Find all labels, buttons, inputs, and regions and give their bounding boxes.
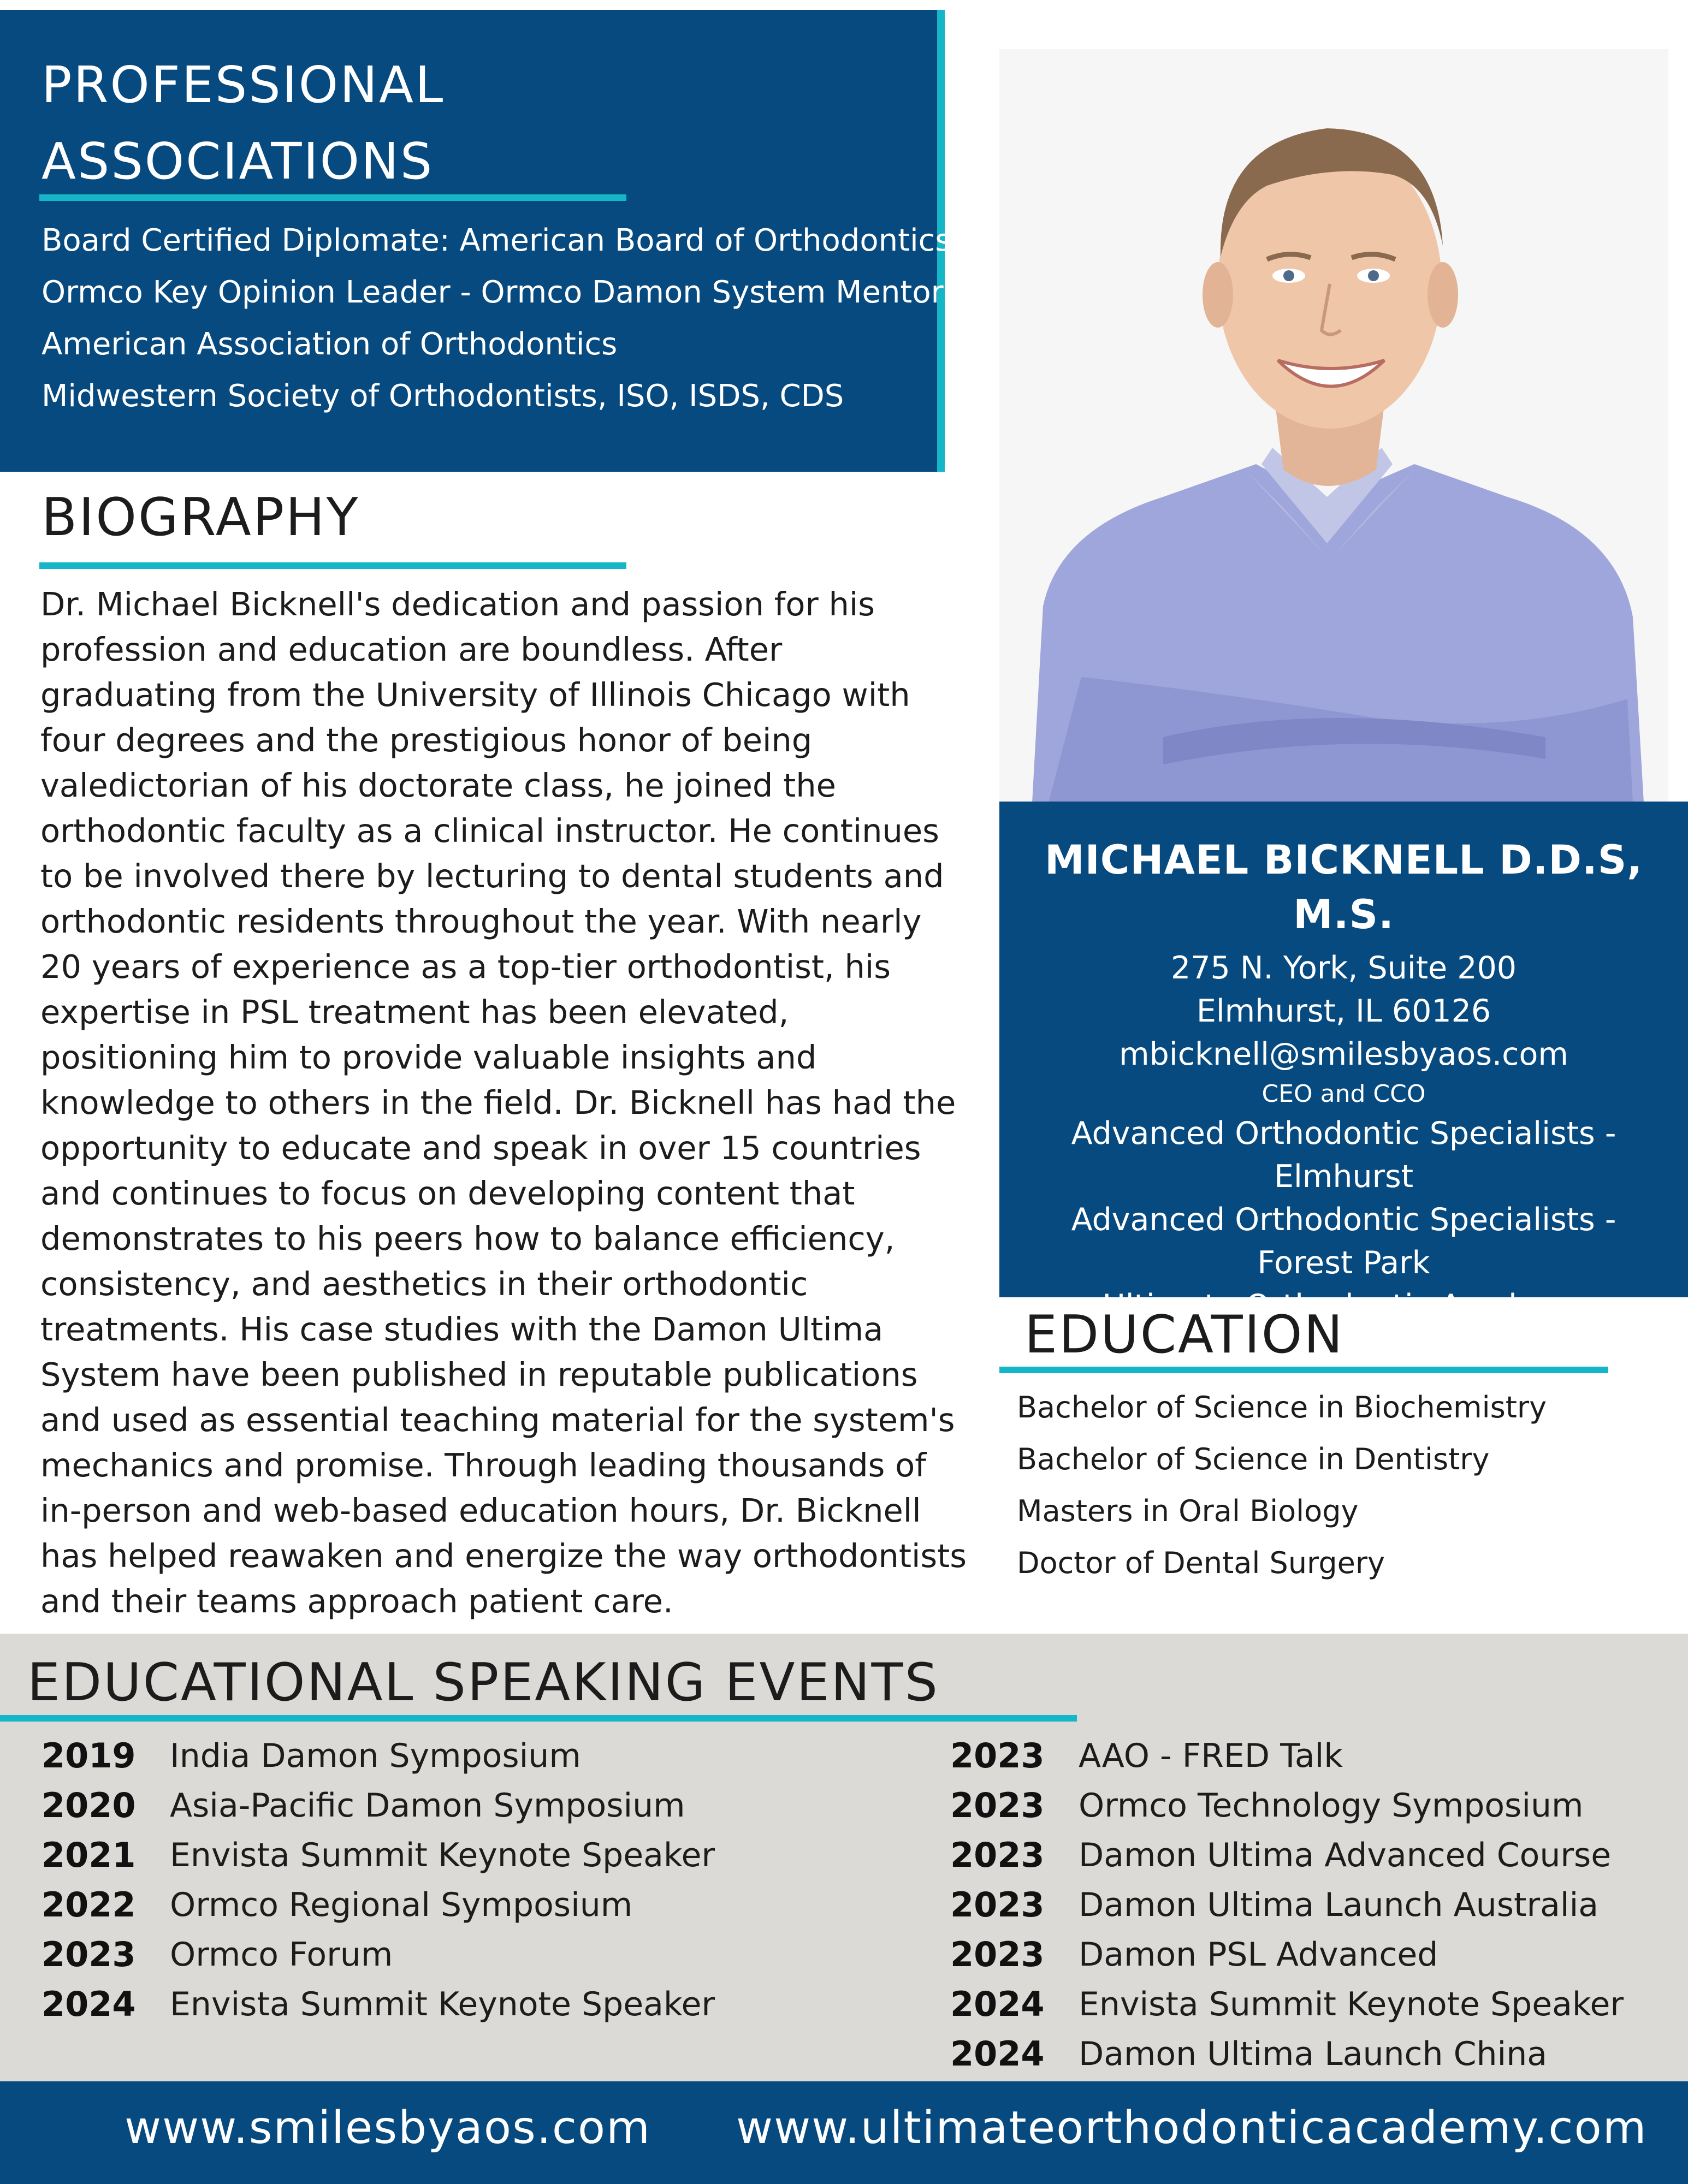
event-row bbox=[42, 1830, 715, 1880]
address-line-2: Elmhurst, IL 60126 bbox=[1196, 993, 1491, 1029]
address-line-1: 275 N. York, Suite 200 bbox=[1170, 950, 1517, 986]
organization-1-line-1: Advanced Orthodontic Specialists - bbox=[1071, 1115, 1616, 1152]
biography-title-rule bbox=[39, 562, 626, 569]
event-row bbox=[950, 2029, 1624, 2079]
associations-title bbox=[42, 47, 445, 200]
event-name: Asia-Pacific Damon Symposium bbox=[170, 1786, 685, 1825]
event-row bbox=[42, 1979, 715, 2029]
event-year: 2024 bbox=[950, 2034, 1045, 2074]
event-year: 2019 bbox=[42, 1736, 136, 1776]
event-name: Damon Ultima Launch China bbox=[1079, 2034, 1548, 2073]
event-year: 2023 bbox=[950, 1835, 1045, 1875]
event-name: Damon PSL Advanced bbox=[1079, 1935, 1438, 1974]
event-row bbox=[42, 1880, 715, 1930]
event-name: India Damon Symposium bbox=[170, 1736, 581, 1775]
event-year: 2023 bbox=[950, 1934, 1045, 1974]
event-name: Ormco Technology Symposium bbox=[1079, 1786, 1584, 1825]
education-item: Doctor of Dental Surgery bbox=[1017, 1546, 1385, 1580]
event-year: 2024 bbox=[42, 1984, 136, 2024]
associations-list bbox=[42, 215, 951, 422]
event-row bbox=[950, 1781, 1624, 1830]
biography-text: Dr. Michael Bicknell's dedication and passion for his profession and education are boundless. After graduating from the University of Illinois Chicago with four degrees and the prestigious honor of being valedictorian of his doctorate class, he joined the orthodontic faculty as a clinical instructor. He continues to be involved there by lecturing to dental students and orthodontic residents throughout the year. With nearly 20 years of experience as a top-tier orthodontist, his expertise in PSL treatment has been elevated, positioning him to provide valuable insights and knowledge to others in the field. Dr. Bicknell has had the opportunity to educate and speak in over 15 countries and continues to focus on developing content that demonstrates to his peers how to balance efficiency, consistency, and aesthetics in their orthodontic treatments. His case studies with the Damon Ultima System have been published in reputable publications and used as essential teaching material for the system's mechanics and promise. Through leading thousands of in-person and web-based education hours, Dr. Bicknell has helped reawaken and energize the way orthodontists and their teams approach patient care. bbox=[40, 585, 967, 1620]
education-item: Masters in Oral Biology bbox=[1017, 1494, 1359, 1528]
footer-link-smilesbyaos[interactable]: www.smilesbyaos.com bbox=[125, 2102, 651, 2154]
role-title: CEO and CCO bbox=[1261, 1080, 1426, 1108]
event-name: Ormco Regional Symposium bbox=[170, 1885, 633, 1924]
event-name: AAO - FRED Talk bbox=[1079, 1736, 1343, 1775]
associations-title-line1: PROFESSIONAL bbox=[42, 56, 445, 114]
event-year: 2024 bbox=[950, 1984, 1045, 2024]
event-name: Envista Summit Keynote Speaker bbox=[170, 1985, 715, 2023]
organization-2-line-2: Forest Park bbox=[1257, 1245, 1430, 1281]
event-name: Envista Summit Keynote Speaker bbox=[1079, 1985, 1624, 2023]
organization-1-line-2: Elmhurst bbox=[1274, 1159, 1414, 1195]
doctor-name: MICHAEL BICKNELL D.D.S, M.S. bbox=[1044, 837, 1643, 938]
biography-title: BIOGRAPHY bbox=[42, 488, 360, 548]
association-item: Board Certified Diplomate: American Board of Orthodontics bbox=[42, 223, 951, 258]
portrait-photo bbox=[999, 49, 1668, 803]
event-row bbox=[950, 1930, 1624, 1979]
professional-associations-panel bbox=[0, 10, 951, 472]
event-row bbox=[950, 1979, 1624, 2029]
education-title-rule bbox=[999, 1367, 1608, 1373]
event-name: Ormco Forum bbox=[170, 1935, 393, 1974]
speaking-events-title: EDUCATIONAL SPEAKING EVENTS bbox=[27, 1653, 939, 1713]
association-item: American Association of Orthodontics bbox=[42, 327, 618, 362]
event-row bbox=[950, 1731, 1624, 1781]
event-year: 2023 bbox=[42, 1934, 136, 1974]
event-name: Damon Ultima Advanced Course bbox=[1079, 1836, 1612, 1874]
event-row bbox=[950, 1880, 1624, 1930]
contact-card bbox=[999, 802, 1688, 1324]
event-year: 2021 bbox=[42, 1835, 136, 1875]
education-list bbox=[1017, 1381, 1547, 1589]
event-year: 2023 bbox=[950, 1785, 1045, 1825]
education-item: Bachelor of Science in Biochemistry bbox=[1017, 1390, 1547, 1425]
speaking-events-title-rule bbox=[0, 1715, 1077, 1722]
event-year: 2023 bbox=[950, 1885, 1045, 1925]
association-item: Midwestern Society of Orthodontists, ISO, ISDS, CDS bbox=[42, 378, 844, 414]
associations-title-rule bbox=[39, 194, 626, 201]
event-name: Damon Ultima Launch Australia bbox=[1079, 1885, 1599, 1924]
association-item: Ormco Key Opinion Leader - Ormco Damon System Mentor bbox=[42, 275, 944, 310]
education-title: EDUCATION bbox=[1024, 1305, 1345, 1365]
organization-3: Ultimate Orthodontic Academy bbox=[1103, 1288, 1585, 1324]
event-row bbox=[42, 1731, 715, 1781]
event-year: 2022 bbox=[42, 1885, 136, 1925]
event-year: 2023 bbox=[950, 1736, 1045, 1776]
event-row bbox=[950, 1830, 1624, 1880]
organization-2-line-1: Advanced Orthodontic Specialists - bbox=[1071, 1202, 1616, 1238]
footer-link-ultimate-academy[interactable]: www.ultimateorthodonticacademy.com bbox=[736, 2102, 1648, 2154]
event-row bbox=[42, 1930, 715, 1979]
events-list-right bbox=[950, 1731, 1624, 2079]
associations-title-line2: ASSOCIATIONS bbox=[42, 132, 434, 191]
email-link[interactable]: mbicknell@smilesbyaos.com bbox=[1119, 1036, 1568, 1072]
education-item: Bachelor of Science in Dentistry bbox=[1017, 1442, 1490, 1476]
events-list-left bbox=[42, 1731, 715, 2029]
event-name: Envista Summit Keynote Speaker bbox=[170, 1836, 715, 1874]
event-year: 2020 bbox=[42, 1785, 136, 1825]
event-row bbox=[42, 1781, 715, 1830]
